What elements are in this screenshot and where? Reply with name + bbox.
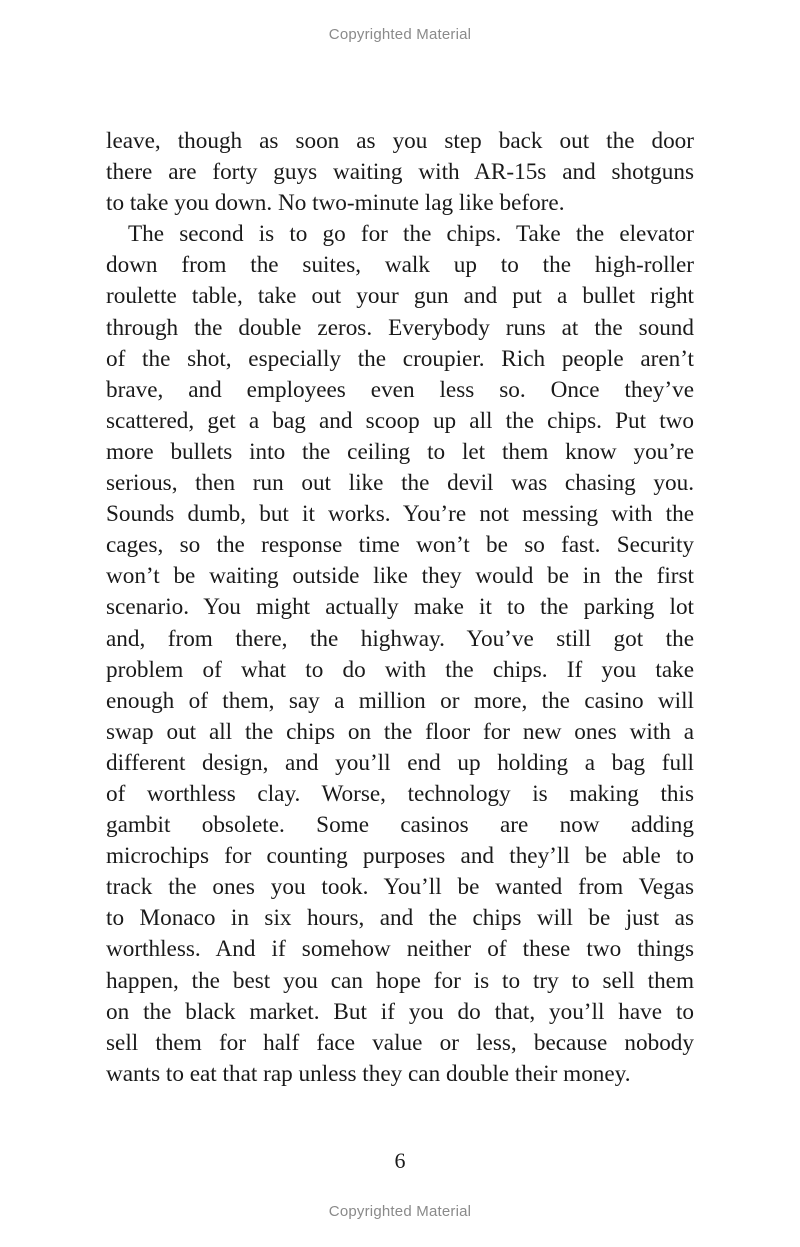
text-line: sell them for half face value or less, because nobody: [106, 1029, 694, 1056]
text-line: to take you down. No two-minute lag like before.: [106, 190, 565, 217]
text-line: microchips for counting purposes and they’ll be able to: [106, 843, 694, 870]
copyright-watermark-top: Copyrighted Material: [328, 26, 472, 43]
text-line: problem of what to do with the chips. If you take: [106, 656, 694, 683]
text-line: more bullets into the ceiling to let them know you’re: [106, 438, 694, 465]
body-text: [106, 126, 694, 1090]
text-line: on the black market. But if you do that, you’ll have to: [106, 998, 694, 1025]
text-line: there are forty guys waiting with AR-15s and shotguns: [106, 159, 694, 186]
text-line: Sounds dumb, but it works. You’re not messing with the: [106, 501, 694, 528]
text-line: wants to eat that rap unless they can double their money.: [106, 1060, 631, 1087]
text-line: of the shot, especially the croupier. Rich people aren’t: [106, 345, 694, 372]
text-line: leave, though as soon as you step back out the door: [106, 128, 694, 154]
text-line: brave, and employees even less so. Once they’ve: [106, 376, 694, 403]
text-line: happen, the best you can hope for is to try to sell them: [106, 967, 694, 994]
text-line: scattered, get a bag and scoop up all the chips. Put two: [106, 407, 694, 434]
page-number: 6: [394, 1148, 406, 1173]
text-line: roulette table, take out your gun and put a bullet right: [106, 283, 694, 310]
text-line: gambit obsolete. Some casinos are now adding: [106, 812, 694, 839]
text-line: scenario. You might actually make it to the parking lot: [106, 594, 694, 621]
text-line: track the ones you took. You’ll be wanted from Vegas: [106, 874, 694, 901]
text-line: different design, and you’ll end up holding a bag full: [106, 749, 694, 776]
text-line: won’t be waiting outside like they would be in the first: [106, 563, 694, 590]
text-line: enough of them, say a million or more, the casino will: [106, 687, 694, 714]
text-line: worthless. And if somehow neither of these two things: [106, 936, 694, 963]
copyright-watermark-bottom: Copyrighted Material: [328, 1203, 472, 1220]
text-line: of worthless clay. Worse, technology is making this: [106, 780, 694, 807]
text-line: The second is to go for the chips. Take the elevator: [128, 221, 694, 248]
text-line: swap out all the chips on the floor for new ones with a: [106, 718, 694, 745]
text-line: cages, so the response time won’t be so fast. Security: [106, 532, 694, 559]
text-line: to Monaco in six hours, and the chips will be just as: [106, 905, 694, 932]
text-line: through the double zeros. Everybody runs at the sound: [106, 314, 694, 341]
text-line: serious, then run out like the devil was chasing you.: [106, 470, 694, 497]
text-line: down from the suites, walk up to the high-roller: [106, 252, 694, 279]
text-line: and, from there, the highway. You’ve still got the: [106, 625, 694, 652]
